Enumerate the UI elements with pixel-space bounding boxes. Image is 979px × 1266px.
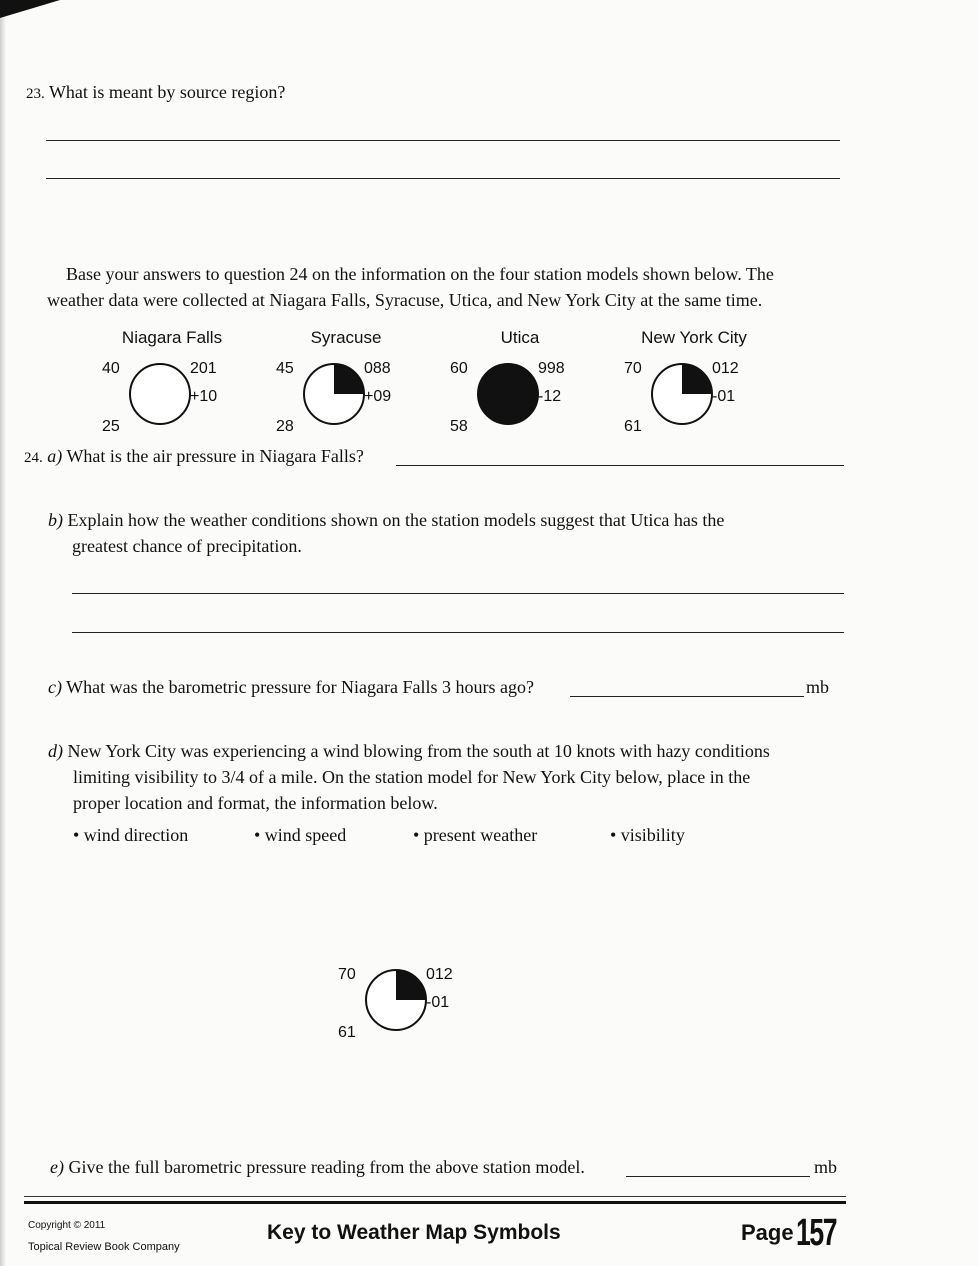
question-23 — [26, 82, 285, 103]
question-text: What is the air pressure in Niagara Falls? — [66, 446, 364, 466]
station-circle-icon — [128, 362, 192, 426]
answer-line[interactable] — [46, 178, 840, 179]
pressure-tendency: -01 — [712, 388, 736, 405]
unit-label: mb — [806, 677, 830, 697]
publisher: Topical Review Book Company — [28, 1241, 180, 1253]
answer-line[interactable] — [570, 696, 804, 697]
dewpoint: 28 — [276, 418, 294, 435]
dewpoint: 25 — [102, 418, 120, 435]
answer-line[interactable] — [396, 465, 844, 466]
footer-title: Key to Weather Map Symbols — [267, 1221, 561, 1244]
question-24d — [48, 741, 770, 762]
station-model — [264, 328, 424, 454]
question-number: 24. — [24, 450, 43, 466]
dewpoint: 61 — [338, 1024, 356, 1041]
question-number: 23. — [26, 86, 45, 102]
temperature: 60 — [450, 360, 468, 377]
bullet-wind-speed: • wind speed — [254, 825, 347, 845]
pressure: 998 — [538, 360, 565, 377]
dewpoint: 58 — [450, 418, 468, 435]
station-city: New York City — [641, 328, 747, 347]
scan-edge — [0, 0, 6, 1266]
pressure: 012 — [426, 966, 453, 983]
pressure: 088 — [364, 360, 391, 377]
pressure: 012 — [712, 360, 739, 377]
question-text: Explain how the weather conditions shown on the station models suggest that Utica has the — [67, 510, 725, 530]
page-number: 157 — [796, 1212, 837, 1254]
pressure-tendency: -12 — [538, 388, 562, 405]
station-circle-icon — [476, 362, 540, 426]
pressure-tendency: +10 — [190, 388, 218, 405]
question-24c — [48, 677, 534, 698]
bullet-visibility: • visibility — [610, 825, 685, 845]
part-letter: d) — [48, 741, 63, 761]
question-text: New York City was experiencing a wind blowing from the south at 10 knots with hazy conditions — [67, 741, 770, 761]
page-label: Page — [741, 1220, 794, 1245]
intro-line-1: Base your answers to question 24 on the information on the four station models shown below. The — [66, 264, 774, 284]
question-24b-line2: greatest chance of precipitation. — [72, 536, 302, 556]
question-text: What was the barometric pressure for Niagara Falls 3 hours ago? — [66, 677, 535, 697]
station-model — [90, 328, 250, 454]
temperature: 70 — [338, 966, 356, 983]
temperature: 40 — [102, 360, 120, 377]
answer-line[interactable] — [72, 593, 844, 594]
part-letter: e) — [50, 1157, 64, 1177]
question-text: What is meant by source region? — [48, 82, 286, 102]
station-city: Utica — [500, 328, 540, 347]
cloud-cover-fill — [478, 364, 538, 424]
scan-corner — [0, 0, 60, 18]
cloud-cover-fill — [682, 364, 712, 394]
answer-line[interactable] — [626, 1176, 810, 1177]
question-24d-line3: proper location and format, the information below. — [73, 793, 438, 813]
temperature: 45 — [276, 360, 294, 377]
dewpoint: 61 — [624, 418, 642, 435]
question-24a — [24, 446, 364, 467]
question-text: Give the full barometric pressure reading from the above station model. — [68, 1157, 585, 1177]
station-model — [612, 328, 772, 454]
footer-rule-thick — [24, 1201, 846, 1204]
station-circle-icon — [650, 362, 714, 426]
unit-label: mb — [814, 1157, 838, 1177]
answer-line[interactable] — [46, 140, 840, 141]
question-24d-line2: limiting visibility to 3/4 of a mile. On the station model for New York City below, place in the — [73, 767, 751, 787]
intro-line-2: weather data were collected at Niagara Falls, Syracuse, Utica, and New York City at the same time. — [47, 290, 763, 310]
pressure-tendency: -01 — [426, 994, 450, 1011]
answer-line[interactable] — [72, 632, 844, 633]
station-model — [326, 950, 486, 1060]
pressure-tendency: +09 — [364, 388, 392, 405]
question-24b — [48, 510, 724, 531]
temperature: 70 — [624, 360, 642, 377]
station-circle-icon — [302, 362, 366, 426]
question-24e — [50, 1157, 585, 1178]
part-letter: a) — [47, 446, 63, 466]
station-model — [438, 328, 598, 454]
station-city: Niagara Falls — [121, 328, 223, 347]
part-letter: b) — [48, 510, 63, 530]
bullet-wind-direction: • wind direction — [73, 825, 189, 845]
pressure: 201 — [190, 360, 217, 377]
station-city: Syracuse — [310, 328, 382, 347]
footer-rule-thin — [24, 1196, 846, 1197]
cloud-cover-fill — [396, 970, 426, 1000]
copyright: Copyright © 2011 — [28, 1220, 106, 1231]
station-circle-icon — [364, 968, 428, 1032]
cloud-cover-fill — [334, 364, 364, 394]
bullet-present-weather: • present weather — [413, 825, 538, 845]
part-letter: c) — [48, 677, 62, 697]
